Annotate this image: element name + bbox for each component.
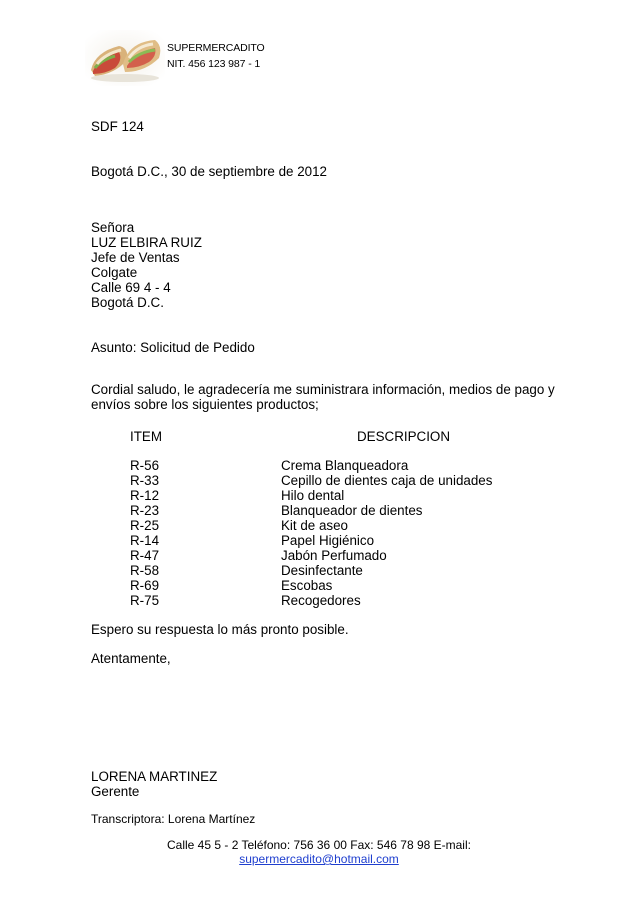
subject-block: [91, 340, 255, 355]
company-name: SUPERMERCADITO: [167, 42, 265, 54]
company-header: [167, 40, 265, 72]
recipient-company: Colgate: [91, 265, 138, 280]
item-code: R-33: [130, 473, 160, 488]
signature-block: [91, 769, 217, 799]
transcriber-line: Transcriptora: Lorena Martínez: [91, 812, 256, 826]
reference-code: SDF 124: [91, 119, 144, 134]
item-description: Kit de aseo: [281, 518, 348, 533]
footer: [0, 838, 638, 866]
item-description: Papel Higiénico: [281, 533, 375, 548]
recipient-title: Jefe de Ventas: [91, 250, 180, 265]
recipient-city: Bogotá D.C.: [91, 295, 164, 310]
item-code: R-69: [130, 578, 160, 593]
item-code: R-75: [130, 593, 160, 608]
item-descriptions-column: [281, 458, 492, 608]
footer-email-link[interactable]: supermercadito@hotmail.com: [239, 852, 399, 866]
item-description: Jabón Perfumado: [281, 548, 387, 563]
column-header-description: DESCRIPCION: [357, 429, 451, 444]
closing-line: Espero su respuesta lo más pronto posible.: [91, 622, 349, 637]
item-code: R-12: [130, 488, 160, 503]
body-line-1: Cordial saludo, le agradecería me suministrara información, medios de pago y: [91, 382, 555, 397]
item-description: Hilo dental: [281, 488, 345, 503]
subject-line: Asunto: Solicitud de Pedido: [91, 340, 255, 355]
company-nit: NIT. 456 123 987 - 1: [167, 58, 261, 70]
column-header-item: ITEM: [130, 429, 162, 444]
date-block: [91, 164, 327, 179]
item-code: R-58: [130, 563, 160, 578]
recipient-address: Calle 69 4 - 4: [91, 280, 171, 295]
reference-block: [91, 119, 144, 134]
recipient-block: [91, 220, 202, 310]
body-line-2: envíos sobre los siguientes productos;: [91, 397, 319, 412]
date-line: Bogotá D.C., 30 de septiembre de 2012: [91, 164, 327, 179]
signature-name: LORENA MARTINEZ: [91, 769, 218, 784]
footer-contact: Calle 45 5 - 2 Teléfono: 756 36 00 Fax: 546 78 98 E-mail:: [167, 838, 471, 852]
recipient-name: LUZ ELBIRA RUIZ: [91, 235, 202, 250]
closing-salutation: Atentamente,: [91, 651, 171, 666]
item-description: Cepillo de dientes caja de unidades: [281, 473, 493, 488]
body-block: [91, 382, 555, 412]
item-code: R-47: [130, 548, 160, 563]
sandwich-icon: [85, 30, 165, 86]
item-code: R-25: [130, 518, 160, 533]
signature-title: Gerente: [91, 784, 140, 799]
item-code: R-56: [130, 458, 160, 473]
item-description: Crema Blanqueadora: [281, 458, 409, 473]
item-description: Desinfectante: [281, 563, 363, 578]
recipient-salutation: Señora: [91, 220, 135, 235]
item-description: Blanqueador de dientes: [281, 503, 423, 518]
item-code: R-23: [130, 503, 160, 518]
item-codes-column: [130, 458, 159, 608]
item-code: R-14: [130, 533, 160, 548]
item-description: Escobas: [281, 578, 333, 593]
item-description: Recogedores: [281, 593, 361, 608]
